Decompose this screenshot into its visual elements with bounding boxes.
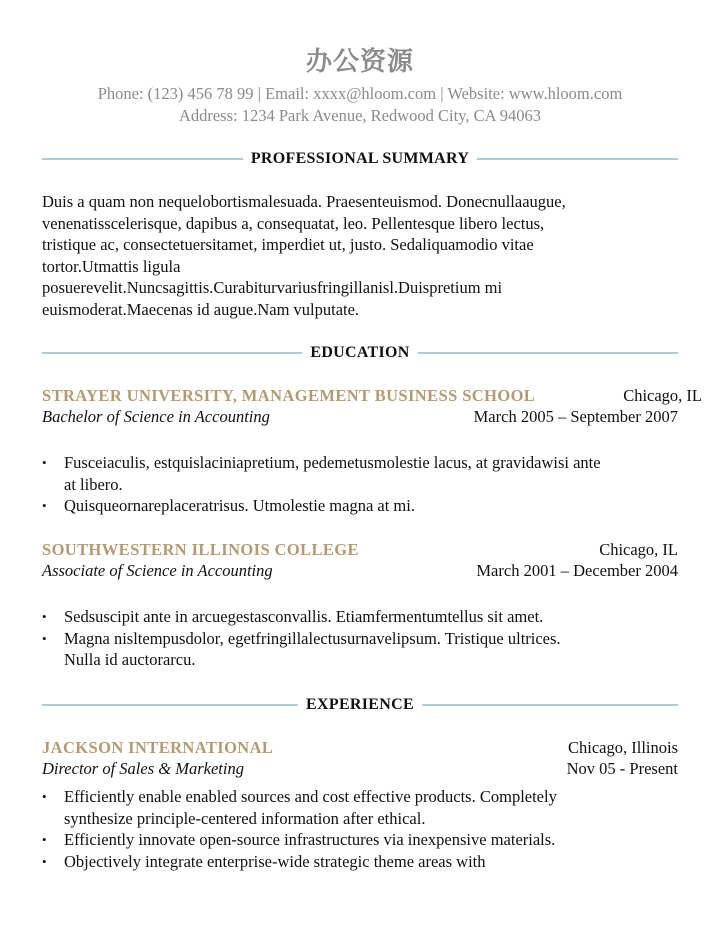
- job-dates: Nov 05 - Present: [566, 759, 678, 778]
- summary-line: tristique ac, consectetuersitamet, imperdiet ut, justo. Sedaliquamodio vitae: [42, 235, 534, 254]
- contact-line-phone-email-website: Phone: (123) 456 78 99 | Email: xxxx@hloom.com | Website: www.hloom.com: [97, 84, 623, 103]
- school-name: STRAYER UNIVERSITY, MANAGEMENT BUSINESS SCHOOL: [42, 386, 536, 405]
- summary-line: Duis a quam non nequelobortismalesuada. Praesenteuismod. Donecnullaaugue,: [42, 192, 566, 211]
- section-title-experience: EXPERIENCE: [306, 696, 414, 713]
- summary-paragraph: [42, 191, 638, 320]
- education-entry-2-header: [42, 540, 678, 562]
- degree-name: Associate of Science in Accounting: [42, 561, 273, 580]
- list-item-line: Magna nisltempusdolor, egetfringillalectusurnavelipsum. Tristique ultrices.: [64, 628, 561, 648]
- experience-entry-1-bullets: [42, 786, 678, 872]
- experience-entry-1-header: [42, 738, 678, 760]
- section-header-summary: [42, 147, 678, 171]
- divider-left: [42, 158, 243, 160]
- contact-line-address: Address: 1234 Park Avenue, Redwood City, CA 94063: [178, 106, 542, 125]
- divider-right: [418, 352, 678, 354]
- section-title-summary: PROFESSIONAL SUMMARY: [250, 150, 470, 167]
- education-entry-2-bullets: [42, 606, 678, 671]
- school-name: SOUTHWESTERN ILLINOIS COLLEGE: [42, 540, 359, 559]
- school-location: Chicago, IL: [599, 540, 678, 559]
- list-item-line: Fusceiaculis, estquislaciniapretium, pedemetusmolestie lacus, at gravidawisi ante: [64, 453, 601, 472]
- list-item: [42, 786, 678, 829]
- list-item-line: Objectively integrate enterprise-wide strategic theme areas with: [64, 851, 486, 871]
- bullet-icon: •: [42, 609, 47, 624]
- divider-right: [477, 158, 678, 160]
- list-item-line: Efficiently enable enabled sources and cost effective products. Completely: [64, 787, 557, 806]
- list-item-line: synthesize principle-centered information after ethical.: [64, 808, 426, 828]
- list-item: [42, 628, 678, 671]
- summary-line: venenatisscelerisque, dapibus a, consequatat, leo. Pellentesque libero lectus,: [42, 213, 545, 233]
- bullet-icon: •: [42, 498, 47, 513]
- bullet-icon: •: [42, 630, 47, 646]
- summary-line: posuerevelit.Nuncsagittis.Curabiturvariusfringillanisl.Duispretium mi: [42, 278, 503, 297]
- divider-left: [42, 352, 302, 354]
- degree-name: Bachelor of Science in Accounting: [42, 407, 270, 426]
- section-title-education: EDUCATION: [310, 344, 410, 361]
- job-title: Director of Sales & Marketing: [42, 759, 244, 778]
- list-item: [42, 829, 678, 851]
- education-entry-1-degree-row: [42, 407, 678, 429]
- degree-dates: March 2001 – December 2004: [476, 561, 678, 580]
- list-item: [42, 851, 678, 873]
- divider-right: [422, 704, 678, 706]
- education-entry-1-bullets: [42, 452, 678, 517]
- list-item-line: Nulla id auctorarcu.: [64, 650, 196, 669]
- bullet-icon: •: [42, 832, 47, 847]
- list-item-line: Sedsuscipit ante in arcuegestasconvallis. Etiamfermentumtellus sit amet.: [64, 607, 544, 626]
- list-item-line: Efficiently innovate open-source infrastructures via inexpensive materials.: [64, 830, 556, 849]
- list-item-line: at libero.: [64, 474, 123, 494]
- education-entry-2-degree-row: [42, 561, 678, 583]
- experience-entry-1-title-row: [42, 759, 678, 781]
- summary-line: tortor.Utmattis ligula: [42, 256, 181, 276]
- education-entry-1-header: [42, 386, 702, 408]
- summary-line: euismoderat.Maecenas id augue.Nam vulputate.: [42, 299, 360, 319]
- section-header-experience: [42, 693, 678, 717]
- bullet-icon: •: [42, 455, 47, 470]
- list-item: [42, 452, 678, 495]
- degree-dates: March 2005 – September 2007: [473, 407, 678, 426]
- company-name: JACKSON INTERNATIONAL: [42, 738, 274, 757]
- divider-left: [42, 704, 298, 706]
- bullet-icon: •: [42, 853, 47, 869]
- company-location: Chicago, Illinois: [568, 738, 678, 757]
- school-location: Chicago, IL: [623, 386, 702, 405]
- resume-name: 办公资源: [305, 47, 414, 77]
- list-item: [42, 495, 678, 517]
- list-item: [42, 606, 678, 628]
- bullet-icon: •: [42, 789, 47, 804]
- list-item-line: Quisqueornareplaceratrisus. Utmolestie magna at mi.: [64, 496, 415, 515]
- section-header-education: [42, 341, 678, 365]
